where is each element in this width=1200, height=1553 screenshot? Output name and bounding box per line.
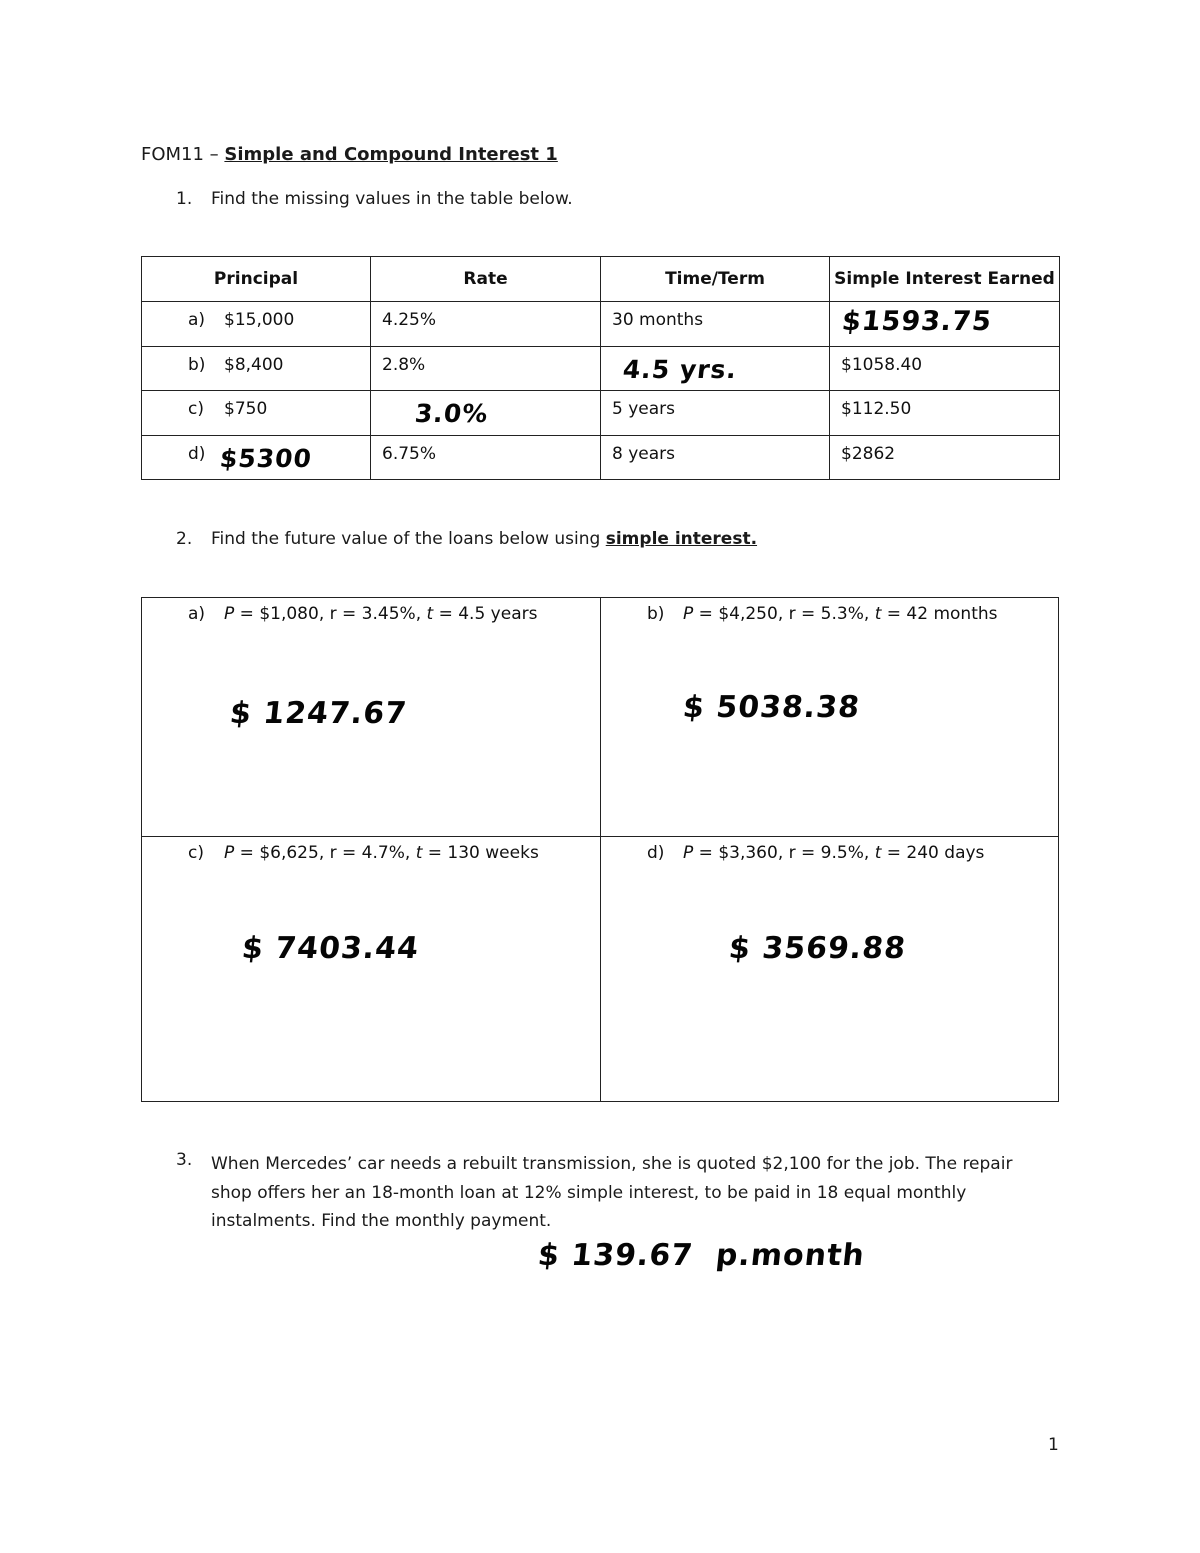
worksheet-title: [141, 144, 558, 165]
principal-cell: [142, 391, 371, 436]
item-question: P = $3,360, r = 9.5%, t = 240 days: [683, 843, 985, 863]
item-letter: b): [647, 604, 665, 624]
item-letter: a): [188, 604, 206, 624]
rate-value: 2.8%: [382, 355, 426, 375]
interest-value: $2862: [841, 444, 896, 464]
item-question: P = $1,080, r = 3.45%, t = 4.5 years: [224, 604, 538, 624]
rate-value: 6.75%: [382, 444, 437, 464]
question-2-prefix: Find the future value of the loans below using: [211, 529, 606, 549]
interest-cell: [830, 347, 1060, 391]
question-3-number: 3.: [176, 1150, 193, 1170]
item-letter: d): [647, 843, 665, 863]
time-value: 42 months: [906, 604, 998, 624]
time-value: 4.5 years: [458, 604, 538, 624]
question-3-line: When Mercedes’ car needs a rebuilt transmission, she is quoted $2,100 for the job. The repair: [211, 1154, 1013, 1174]
time-cell: [601, 436, 830, 480]
question-2-number: 2.: [176, 529, 193, 549]
question-1-number: 1.: [176, 189, 193, 209]
row-letter: d): [188, 444, 206, 464]
principal-value: $15,000: [224, 310, 295, 330]
rate-value: 4.7%: [361, 843, 405, 863]
interest-value: $112.50: [841, 399, 912, 419]
item-question: P = $6,625, r = 4.7%, t = 130 weeks: [224, 843, 539, 863]
time-value: 240 days: [906, 843, 985, 863]
principal-value: $1,080: [259, 604, 319, 624]
rate-cell: [371, 436, 601, 480]
principal-cell: [142, 436, 371, 480]
handwritten-answer: $ 5038.38: [681, 690, 862, 725]
interest-value: $1058.40: [841, 355, 923, 375]
column-header-time: Time/Term: [601, 257, 830, 302]
question-1-text: Find the missing values in the table below.: [211, 189, 573, 209]
handwritten-answer: $ 1247.67: [228, 696, 409, 731]
item-letter: c): [188, 843, 204, 863]
question-2-text: [211, 529, 757, 549]
interest-cell: [830, 302, 1060, 347]
question-2: [0, 529, 1200, 553]
rate-cell: [371, 391, 601, 436]
rate-value: 3.45%: [361, 604, 416, 624]
grid-cell-c: [142, 837, 601, 1102]
table-row: [142, 436, 1060, 480]
grid-cell-a: [142, 598, 601, 837]
question-3-text: [211, 1150, 1012, 1236]
principal-value: $750: [224, 399, 268, 419]
question-3-line: instalments. Find the monthly payment.: [211, 1211, 552, 1231]
column-header-rate: Rate: [371, 257, 601, 302]
row-letter: b): [188, 355, 206, 375]
rate-cell: [371, 302, 601, 347]
rate-value: 4.25%: [382, 310, 437, 330]
row-letter: c): [188, 399, 204, 419]
handwritten-answer: $ 3569.88: [727, 931, 908, 966]
question-1: [0, 189, 1200, 213]
grid-row: [142, 598, 1059, 837]
item-question: P = $4,250, r = 5.3%, t = 42 months: [683, 604, 998, 624]
time-cell: [601, 391, 830, 436]
grid-row: [142, 837, 1059, 1102]
time-value: 30 months: [612, 310, 704, 330]
table-row: [142, 302, 1060, 347]
principal-cell: [142, 302, 371, 347]
question-3: [0, 1150, 1200, 1240]
time-cell: [601, 347, 830, 391]
handwritten-answer: $1593.75: [840, 306, 994, 337]
handwritten-answer: $ 139.67 p.month: [536, 1238, 867, 1273]
rate-value: 9.5%: [820, 843, 864, 863]
time-value: 130 weeks: [447, 843, 539, 863]
principal-value: $8,400: [224, 355, 284, 375]
course-code: FOM11 –: [141, 144, 225, 165]
principal-cell: [142, 347, 371, 391]
question-2-emphasis: simple interest.: [605, 529, 758, 549]
rate-value: 5.3%: [820, 604, 864, 624]
handwritten-answer: $ 7403.44: [240, 931, 421, 966]
rate-cell: [371, 347, 601, 391]
title-text: Simple and Compound Interest 1: [224, 144, 558, 165]
future-value-grid: [141, 597, 1059, 1102]
principal-value: $4,250: [718, 604, 778, 624]
interest-table: [141, 256, 1060, 480]
principal-value: $6,625: [259, 843, 319, 863]
column-header-principal: Principal: [142, 257, 371, 302]
time-value: 5 years: [612, 399, 676, 419]
question-3-line: shop offers her an 18-month loan at 12% simple interest, to be paid in 18 equal monthly: [211, 1182, 967, 1203]
grid-cell-d: [601, 837, 1059, 1102]
time-value: 8 years: [612, 444, 676, 464]
table-row: [142, 347, 1060, 391]
column-header-interest: Simple Interest Earned: [830, 257, 1060, 302]
interest-cell: [830, 436, 1060, 480]
handwritten-answer: 3.0%: [413, 399, 490, 428]
table-header-row: [142, 257, 1060, 302]
handwritten-answer: $5300: [218, 444, 314, 473]
principal-value: $3,360: [718, 843, 778, 863]
handwritten-answer: 4.5 yrs.: [621, 355, 739, 384]
grid-cell-b: [601, 598, 1059, 837]
interest-cell: [830, 391, 1060, 436]
page-number: 1: [1048, 1435, 1059, 1455]
row-letter: a): [188, 310, 206, 330]
time-cell: [601, 302, 830, 347]
table-row: [142, 391, 1060, 436]
